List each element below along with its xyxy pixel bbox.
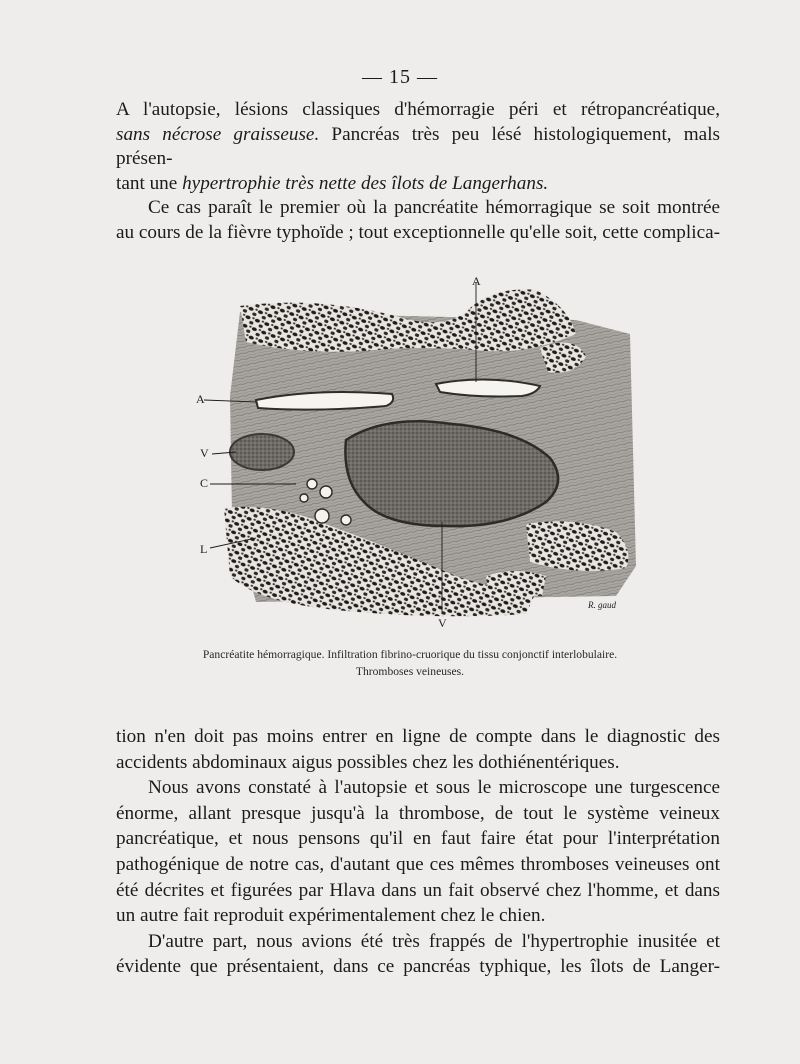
histology-illustration [196, 276, 642, 636]
text-line: au cours de la fièvre typhoïde ; tout exceptionnelle qu'elle soit, cette complica- [116, 221, 720, 243]
illustrator-signature: R. gaud [588, 600, 616, 610]
caption-line: Pancréatite hémorragique. Infiltration fibrino-cruorique du tissu conjonctif interlobulaire. [202, 648, 618, 661]
text-line: pathogénique de notre cas, d'autant que ces mêmes thromboses veineuses ont [116, 853, 720, 875]
histology-figure [196, 276, 642, 636]
figure-caption [120, 646, 700, 680]
text-line-italic-end: tant une hypertrophie très nette des îlots de Langerhans. [116, 172, 549, 194]
paragraph-diagnosis [116, 724, 720, 775]
paragraph-autopsy [116, 98, 720, 196]
label-artery-top: A [472, 274, 481, 288]
text-line: Ce cas paraît le premier où la pancréatite hémorragique se soit montrée [148, 197, 720, 219]
text-line: tion n'en doit pas moins entrer en ligne de compte dans le diagnostic des [116, 726, 720, 747]
text-line: énorme, allant presque jusqu'à la thrombose, de tout le système veineux [116, 802, 720, 824]
text-line-italic-start: sans nécrose graisseuse. Pancréas très peu lésé histologiquement, mals présen- [116, 123, 721, 170]
paragraph-islets [116, 929, 720, 980]
text-line: accidents abdominaux aigus possibles chez les dothiénentériques. [116, 751, 620, 773]
bottom-text [116, 724, 720, 980]
label-lobule: L [200, 542, 208, 556]
top-text [116, 98, 720, 246]
page-number: — 15 — [362, 66, 438, 88]
paragraph-first-case [116, 196, 720, 245]
label-vein: V [200, 446, 209, 460]
label-artery-left: A [196, 392, 205, 406]
label-vein-bottom: V [438, 616, 447, 630]
label-connective: C [200, 476, 209, 490]
text-line: pancréatique, et nous pensons qu'il en faut faire état pour l'interprétation [116, 828, 720, 850]
text-line: Nous avons constaté à l'autopsie et sous le microscope une turgescence [148, 777, 720, 799]
text-line: un autre fait reproduit expérimentalement chez le chien. [116, 905, 546, 927]
paragraph-thrombosis [116, 775, 720, 929]
caption-line: Thromboses veineuses. [355, 665, 465, 678]
text-line: D'autre part, nous avions été très frappés de l'hypertrophie inusitée et [148, 930, 720, 952]
text-line: évidente que présentaient, dans ce pancréas typhique, les îlots de Langer- [116, 956, 720, 978]
text-line: A l'autopsie, lésions classiques d'hémorragie péri et rétropancréatique, [116, 99, 720, 120]
text-line: été décrites et figurées par Hlava dans un fait observé chez l'homme, et dans [116, 879, 720, 901]
